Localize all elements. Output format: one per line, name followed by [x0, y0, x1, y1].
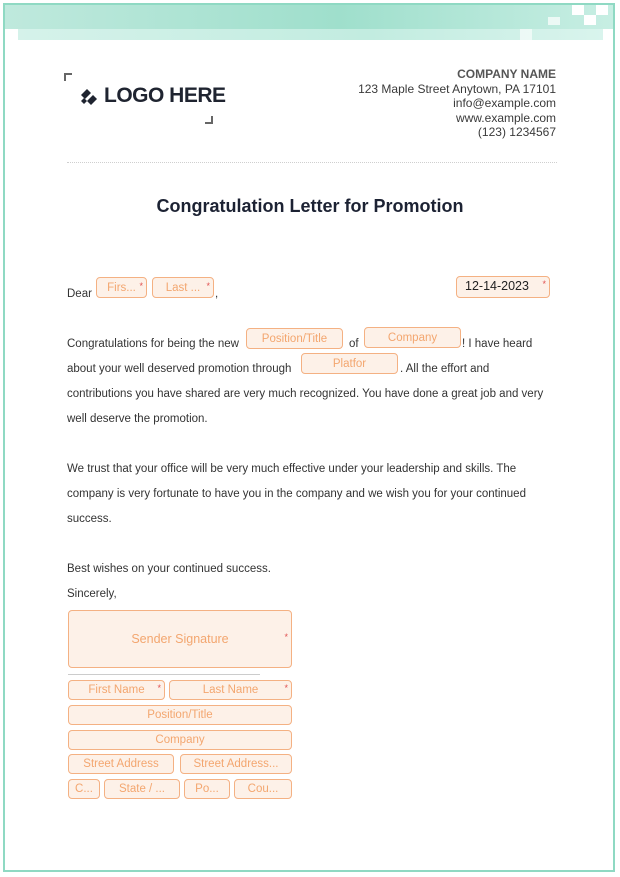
signature-line	[68, 674, 260, 675]
company-website: www.example.com	[455, 110, 556, 125]
sender-country-field[interactable]: Cou...	[234, 779, 292, 799]
paragraph1-line3: contributions you have shared are very much recognized. You have done a great job and very	[67, 388, 544, 400]
promotion-company-field[interactable]: Company	[364, 327, 461, 348]
paragraph1-line4: well deserve the promotion.	[67, 413, 208, 425]
sender-position-field[interactable]: Position/Title	[68, 705, 292, 725]
sender-city-field[interactable]: C...	[68, 779, 100, 799]
header-divider	[67, 162, 557, 163]
promotion-position-field[interactable]: Position/Title	[246, 328, 343, 349]
paragraph1-line2-start: about your well deserved promotion through	[67, 363, 292, 375]
sender-signature-field[interactable]: Sender Signature *	[68, 610, 292, 668]
sender-street-address-line2-field[interactable]: Street Address...	[180, 754, 292, 774]
paragraph2-line1: We trust that your office will be very much effective under your leadership and skills. The	[67, 463, 517, 475]
logo-corner-mark	[64, 73, 72, 81]
company-phone: (123) 1234567	[477, 125, 556, 139]
sender-first-name-field[interactable]: First Name *	[68, 680, 165, 700]
date-field[interactable]: 12-14-2023 *	[456, 276, 550, 298]
paragraph2-line2: company is very fortunate to have you in the company and we wish you for your continued	[67, 488, 526, 500]
recipient-first-name-field[interactable]: Firs... *	[96, 277, 147, 298]
greeting-comma: ,	[215, 288, 219, 300]
recipient-last-name-field[interactable]: Last ... *	[152, 277, 214, 298]
dear-label: Dear	[67, 288, 92, 300]
company-address: 123 Maple Street Anytown, PA 17101	[358, 81, 556, 96]
sender-street-address-field[interactable]: Street Address	[68, 754, 174, 774]
logo-text: LOGO HERE	[104, 84, 226, 107]
sender-last-name-field[interactable]: Last Name *	[169, 680, 292, 700]
logo-corner-mark	[205, 116, 213, 124]
paragraph1-line1-end: ! I have heard	[462, 338, 533, 350]
paragraph2-line3: success.	[67, 513, 112, 525]
paragraph1-line1-start: Congratulations for being the new	[67, 338, 239, 350]
sender-state-field[interactable]: State / ...	[104, 779, 180, 799]
company-info	[358, 67, 556, 140]
company-email: info@example.com	[453, 96, 556, 110]
letter-title: Congratulation Letter for Promotion	[156, 196, 464, 216]
logo-icon	[79, 87, 99, 107]
sender-postal-code-field[interactable]: Po...	[184, 779, 230, 799]
company-name: COMPANY NAME	[457, 67, 556, 81]
best-wishes-text: Best wishes on your continued success.	[67, 563, 271, 575]
paragraph1-line2-end: . All the effort and	[400, 363, 490, 375]
sender-company-field[interactable]: Company	[68, 730, 292, 750]
of-label: of	[349, 338, 359, 350]
promotion-platform-field[interactable]: Platfor	[301, 353, 398, 374]
sincerely-text: Sincerely,	[67, 588, 117, 600]
